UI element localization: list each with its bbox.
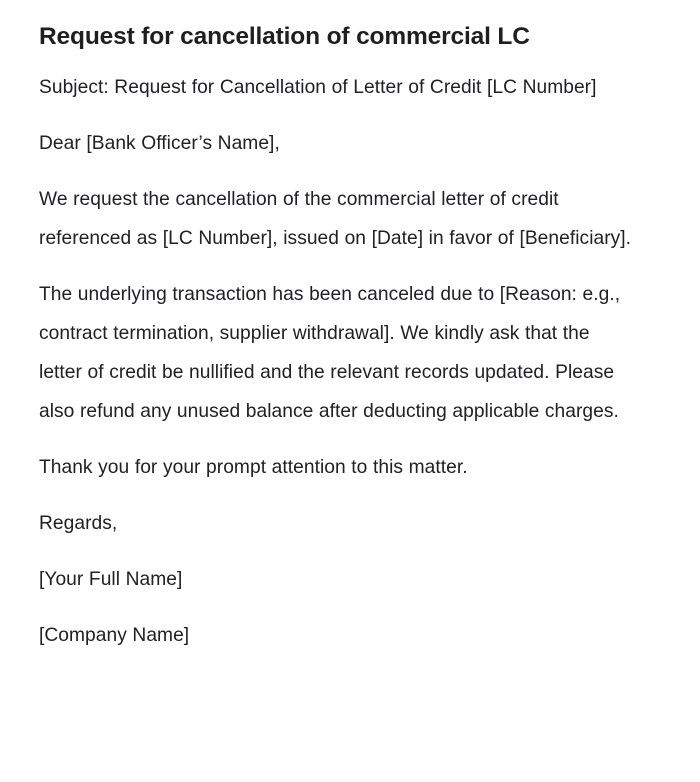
paragraph-reason-body: The underlying transaction has been canceled due to [Reason: e.g., contract termination, supplier withdrawal]. We kindly ask that the letter of credit be nullified and the relevant records updated. Please also refund any unused balance after deducting applicable charges.	[39, 284, 621, 422]
paragraph-signature-name: [Your Full Name]	[39, 569, 183, 590]
paragraph-sign-off: Regards,	[39, 513, 118, 534]
paragraph-request-body: We request the cancellation of the commercial letter of credit referenced as [LC Number], issued on [Date] in favor of [Beneficiary].	[39, 189, 632, 249]
document-body	[39, 52, 632, 655]
paragraph-salutation: Dear [Bank Officer’s Name],	[39, 133, 280, 154]
paragraph-subject-line: Subject: Request for Cancellation of Letter of Credit [LC Number]	[39, 77, 597, 98]
paragraph-closing-thanks: Thank you for your prompt attention to this matter.	[39, 457, 468, 478]
page-title: Request for cancellation of commercial LC	[39, 23, 530, 50]
paragraph-signature-company: [Company Name]	[39, 625, 190, 646]
